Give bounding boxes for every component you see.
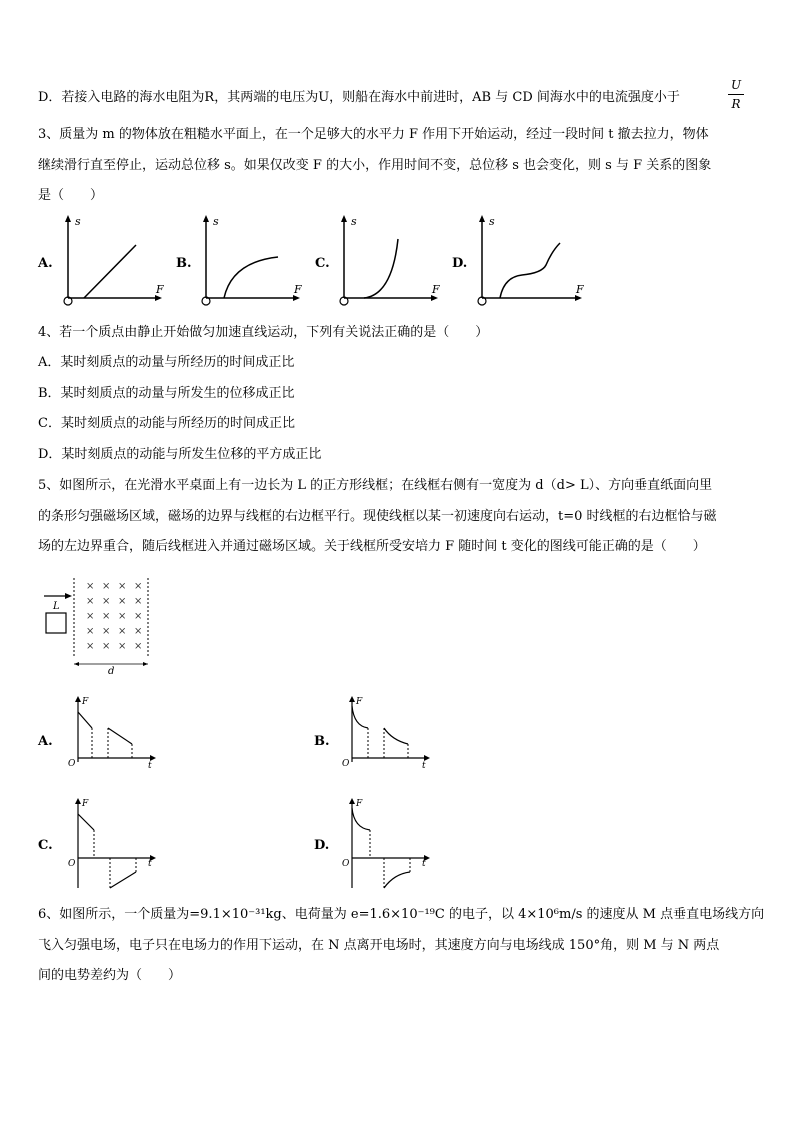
q4-option-d: D．某时刻质点的动能与所发生位移的平方成正比 xyxy=(38,447,322,462)
q5-d-origin: O xyxy=(342,859,350,869)
fraction-denominator: R xyxy=(731,97,741,111)
q3-graph-c xyxy=(334,215,444,310)
q3-option-a-label: A. xyxy=(38,256,53,271)
field-cross-mark: × xyxy=(86,596,95,607)
field-cross-mark: × xyxy=(118,611,127,622)
field-cross-mark: × xyxy=(134,581,143,592)
field-cross-mark: × xyxy=(102,581,111,592)
prev-option-d: D．若接入电路的海水电阻为R，其两端的电压为U，则船在海水中前进时，AB 与 CD 间海水中的电流强度小于 xyxy=(38,90,680,105)
q5-a-origin: O xyxy=(68,759,76,769)
q3-stem-line-3: 是（ ） xyxy=(38,188,104,203)
q5-b-axis-x: t xyxy=(422,761,426,771)
q5-b-axis-y: F xyxy=(356,697,363,707)
q5-field-marks xyxy=(86,581,142,652)
field-cross-mark: × xyxy=(86,611,95,622)
q5-graph-d xyxy=(338,796,438,896)
q3-stem-line-1: 3、质量为 m 的物体放在粗糙水平面上，在一个足够大的水平力 F 作用下开始运动，经过一段时间 t 撤去拉力，物体 xyxy=(38,127,709,142)
field-cross-mark: × xyxy=(134,626,143,637)
field-cross-mark: × xyxy=(118,596,127,607)
field-cross-mark: × xyxy=(102,626,111,637)
q5-c-axis-x: t xyxy=(148,859,152,869)
q5-option-b-label: B. xyxy=(314,734,330,749)
q3-b-axis-x: F xyxy=(294,283,302,296)
q5-width-label: d xyxy=(108,666,115,677)
q3-a-axis-x: F xyxy=(156,283,164,296)
q5-field-diagram xyxy=(38,576,158,676)
q5-option-d-label: D. xyxy=(314,838,330,853)
field-cross-mark: × xyxy=(118,641,127,652)
q5-square-frame xyxy=(46,613,66,633)
q3-stem-line-2: 继续滑行直至停止，运动总位移 s。如果仅改变 F 的大小，作用时间不变，总位移 s 也会变化，则 s 与 F 关系的图象 xyxy=(38,158,712,173)
q5-d-axis-y: F xyxy=(356,799,363,809)
q4-stem: 4、若一个质点由静止开始做匀加速直线运动，下列有关说法正确的是（ ） xyxy=(38,325,489,340)
q5-c-origin: O xyxy=(68,859,76,869)
q5-side-label: L xyxy=(53,601,60,612)
q3-graph-a xyxy=(58,215,168,310)
field-cross-mark: × xyxy=(118,581,127,592)
field-cross-mark: × xyxy=(86,626,95,637)
field-cross-mark: × xyxy=(118,626,127,637)
q3-option-b-label: B. xyxy=(176,256,192,271)
q6-stem-line-1: 6、如图所示，一个质量为=9.1×10⁻³¹kg、电荷量为 e=1.6×10⁻¹⁹C 的电子，以 4×10⁶m/s 的速度从 M 点垂直电场线方向 xyxy=(38,907,765,922)
q5-a-axis-y: F xyxy=(82,697,89,707)
q3-option-d-label: D. xyxy=(452,256,468,271)
q3-d-axis-y: s xyxy=(489,215,495,228)
field-cross-mark: × xyxy=(134,641,143,652)
q5-stem-line-3: 场的左边界重合，随后线框进入并通过磁场区域。关于线框所受安培力 F 随时间 t 变化的图线可能正确的是（ ） xyxy=(38,539,706,554)
q3-b-axis-y: s xyxy=(213,215,219,228)
q6-stem-line-2: 飞入匀强电场，电子只在电场力的作用下运动，在 N 点离开电场时，其速度方向与电场线成 150°角，则 M 与 N 两点 xyxy=(38,938,720,953)
q6-stem-line-3: 间的电势差约为（ ） xyxy=(38,968,182,983)
q5-graph-c xyxy=(64,796,164,896)
fraction-bar xyxy=(728,94,744,95)
q4-option-c: C．某时刻质点的动能与所经历的时间成正比 xyxy=(38,416,295,431)
q4-option-b: B．某时刻质点的动量与所发生的位移成正比 xyxy=(38,386,295,401)
q3-option-c-label: C. xyxy=(315,256,330,271)
q3-a-axis-y: s xyxy=(75,215,81,228)
q5-graph-b xyxy=(338,694,438,774)
q5-stem-line-1: 5、如图所示，在光滑水平桌面上有一边长为 L 的正方形线框；在线框右侧有一宽度为 d（d> L）、方向垂直纸面向里 xyxy=(38,478,713,493)
q3-d-axis-x: F xyxy=(576,283,584,296)
field-cross-mark: × xyxy=(102,596,111,607)
q5-stem-line-2: 的条形匀强磁场区域，磁场的边界与线框的右边框平行。现使线框以某一初速度向右运动，t=0 时线框的右边框恰与磁 xyxy=(38,509,717,524)
field-cross-mark: × xyxy=(134,596,143,607)
q3-c-axis-x: F xyxy=(432,283,440,296)
field-cross-mark: × xyxy=(86,581,95,592)
q5-b-origin: O xyxy=(342,759,350,769)
q3-graph-b xyxy=(196,215,306,310)
q5-option-a-label: A. xyxy=(38,734,53,749)
q5-a-axis-x: t xyxy=(148,761,152,771)
q4-option-a: A．某时刻质点的动量与所经历的时间成正比 xyxy=(38,355,295,370)
field-cross-mark: × xyxy=(102,641,111,652)
q3-graph-d xyxy=(472,215,590,310)
fraction-numerator: U xyxy=(730,78,742,92)
q5-option-c-label: C. xyxy=(38,838,53,853)
field-cross-mark: × xyxy=(86,641,95,652)
field-cross-mark: × xyxy=(102,611,111,622)
field-cross-mark: × xyxy=(134,611,143,622)
q5-d-axis-x: t xyxy=(422,859,426,869)
q3-c-axis-y: s xyxy=(351,215,357,228)
q5-c-axis-y: F xyxy=(82,799,89,809)
q5-graph-a xyxy=(64,694,164,774)
